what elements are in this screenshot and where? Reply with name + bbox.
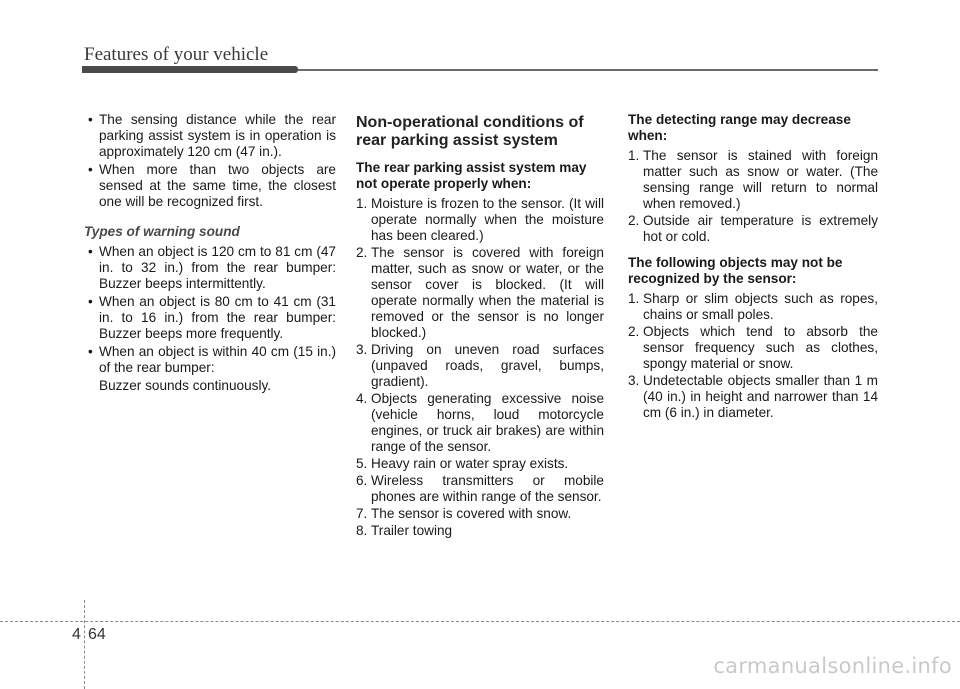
- chapter-number: 4: [72, 626, 81, 643]
- column-right: [628, 112, 878, 422]
- section-lead: The rear parking assist system may not operate properly when:: [356, 160, 587, 191]
- warning-bullet-list: [84, 244, 336, 376]
- footer-divider: [0, 621, 960, 622]
- list-item: 4. Objects generating excessive noise (vehicle horns, loud motorcycle engines, or truck air brakes) are within range of the sensor.: [356, 391, 604, 454]
- section-title: Non-operational conditions of rear parking assist system: [356, 114, 584, 149]
- continuous-buzzer-line: Buzzer sounds continuously.: [99, 378, 272, 393]
- unrecognized-objects-lead: The following objects may not be recognized by the sensor:: [628, 255, 843, 286]
- list-item: 2. The sensor is covered with foreign matter, such as snow or water, or the sensor cover is blocked. (It will operate normally when the material is removed or the sensor is no longer blocked.): [356, 245, 604, 340]
- list-item: 1. Moisture is frozen to the sensor. (It will operate normally when the moisture has been cleared.): [356, 196, 604, 243]
- bullet-item: • When an object is within 40 cm (15 in.) of the rear bumper:: [84, 344, 336, 376]
- bullet-item: • The sensing distance while the rear parking assist system is in operation is approximately 120 cm (47 in.).: [84, 112, 336, 160]
- bullet-item: • When more than two objects are sensed at the same time, the closest one will be recognized first.: [84, 162, 336, 210]
- list-item: 5. Heavy rain or water spray exists.: [356, 456, 569, 471]
- list-item: 2. Outside air temperature is extremely hot or cold.: [628, 213, 878, 244]
- header-rule: [298, 69, 878, 71]
- page-number: 64: [88, 626, 106, 643]
- header-rule-accent: [82, 66, 298, 73]
- list-item: 7. The sensor is covered with snow.: [356, 506, 572, 521]
- list-item: 3. Driving on uneven road surfaces (unpaved roads, gravel, bumps, gradient).: [356, 342, 604, 389]
- warning-sound-subheading: Types of warning sound: [84, 224, 240, 239]
- watermark: carmanualsonline.info: [713, 654, 952, 678]
- list-item: 8. Trailer towing: [356, 523, 453, 538]
- bullet-item: • When an object is 80 cm to 41 cm (31 in. to 16 in.) from the rear bumper: Buzzer beeps more frequently.: [84, 294, 336, 342]
- list-item: 6. Wireless transmitters or mobile phones are within range of the sensor.: [356, 473, 604, 504]
- list-item: 3. Undetectable objects smaller than 1 m (40 in.) in height and narrower than 14 cm (6 in.) in diameter.: [628, 373, 878, 420]
- column-left: [84, 112, 336, 394]
- intro-bullet-list: [84, 112, 336, 210]
- unrecognized-objects-list: [628, 291, 878, 421]
- detecting-range-list: [628, 148, 878, 245]
- bullet-item: • When an object is 120 cm to 81 cm (47 in. to 32 in.) from the rear bumper: Buzzer beeps intermittently.: [84, 244, 336, 292]
- list-item: 1. The sensor is stained with foreign matter such as snow or water. (The sensing range will return to normal when removed.): [628, 148, 878, 211]
- footer-vertical-divider: [84, 600, 85, 689]
- page-header-title: Features of your vehicle: [84, 44, 269, 65]
- detecting-range-lead: The detecting range may decrease when:: [628, 112, 851, 143]
- condition-list: [356, 196, 604, 539]
- list-item: 2. Objects which tend to absorb the sensor frequency such as clothes, spongy material or snow.: [628, 324, 878, 371]
- column-middle: [356, 114, 604, 540]
- list-item: 1. Sharp or slim objects such as ropes, chains or small poles.: [628, 291, 878, 322]
